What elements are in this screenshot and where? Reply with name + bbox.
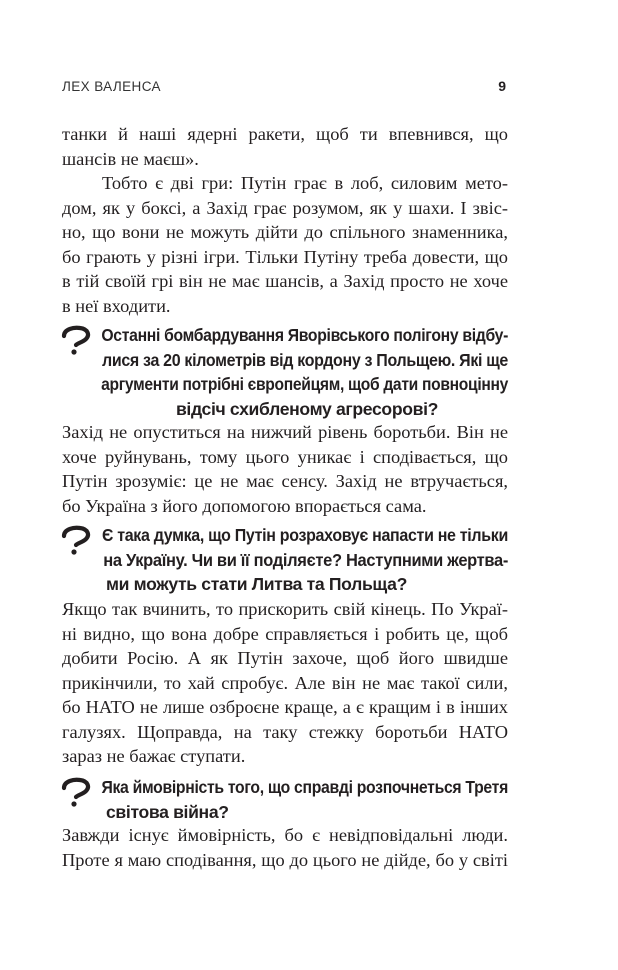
question-line: лися за 20 кілометрів від кордону з Польщею. Які ще [101, 349, 509, 370]
interview-question [62, 523, 508, 597]
text-line: бо НАТО не лише озброєне краще, а є кращим і в інших [62, 697, 508, 717]
interview-answer [62, 597, 508, 769]
question-line: відсіч схибленому агресорові? [175, 398, 439, 419]
interview-answer [62, 823, 508, 872]
question-line: аргументи потрібні європейцям, щоб дати повноцінну [101, 374, 509, 394]
text-line: Завжди існує ймовірність, бо є невідповідальні люди. [62, 825, 508, 845]
running-header-author: ЛЕХ ВАЛЕНСА [62, 79, 161, 94]
page-number: 9 [498, 78, 506, 94]
text-line: в тій своїй грі він не має шансів, а Захід просто не хоче [62, 271, 508, 291]
question-line: ми можуть стати Литва та Польща? [106, 574, 407, 594]
interview-answer [62, 420, 508, 518]
question-line: Останні бомбардування Яворівського полігону відбу- [101, 325, 509, 345]
text-line: зараз не бажає ступати. [62, 746, 246, 766]
text-line: шансів не маєш». [62, 148, 199, 169]
text-line: Тобто є дві гри: Путін грає в лоб, силовим мето- [102, 173, 508, 193]
text-line: добити Росію. А як Путін захоче, щоб його швидше [62, 648, 508, 668]
paragraph [62, 171, 508, 318]
text-line: ні видно, що вона добре справляється і робить це, щоб [62, 623, 508, 644]
text-line: Проте я маю сподівання, що до цього не дійде, бо у світі [62, 849, 508, 870]
text-line: галузях. Щоправда, на таку стежку боротьби НАТО [62, 721, 508, 742]
text-line: дом, як у боксі, а Захід грає розумом, як у шахи. І звіс- [62, 197, 508, 218]
question-line: на Україну. Чи ви її поділяєте? Наступними жертва- [103, 549, 509, 570]
text-line: Захід не опуститься на нижчий рівень боротьби. Він не [62, 422, 508, 442]
interview-question [62, 323, 508, 421]
text-line: но, що вони не можуть дійти до спільного знаменника, [62, 222, 508, 242]
text-line: прикінчили, то хай спробує. Але він не має такої сили, [62, 672, 508, 693]
text-line: в неї входити. [62, 295, 171, 316]
interview-question [62, 775, 508, 824]
text-line: бо Україна з його допомогою впорається сама. [62, 495, 427, 516]
question-line: світова війна? [106, 801, 229, 822]
question-line: Яка ймовірність того, що справді розпочнеться Третя [101, 777, 508, 797]
text-line: Путін зрозуміє: це не має сенсу. Захід не втручається, [62, 471, 508, 491]
question-line: Є така думка, що Путін розраховує напасти не тільки [102, 525, 508, 545]
text-line: хоче руйнувань, тому цього уникає і сподівається, що [62, 446, 508, 467]
paragraph-continuation [62, 122, 508, 171]
text-line: танки й наші ядерні ракети, щоб ти впевнився, що [62, 124, 508, 144]
text-line: Якщо так вчинить, то прискорить свій кінець. По Украї- [62, 599, 508, 619]
text-line: бо грають у різні ігри. Тільки Путіну треба довести, що [62, 246, 508, 267]
